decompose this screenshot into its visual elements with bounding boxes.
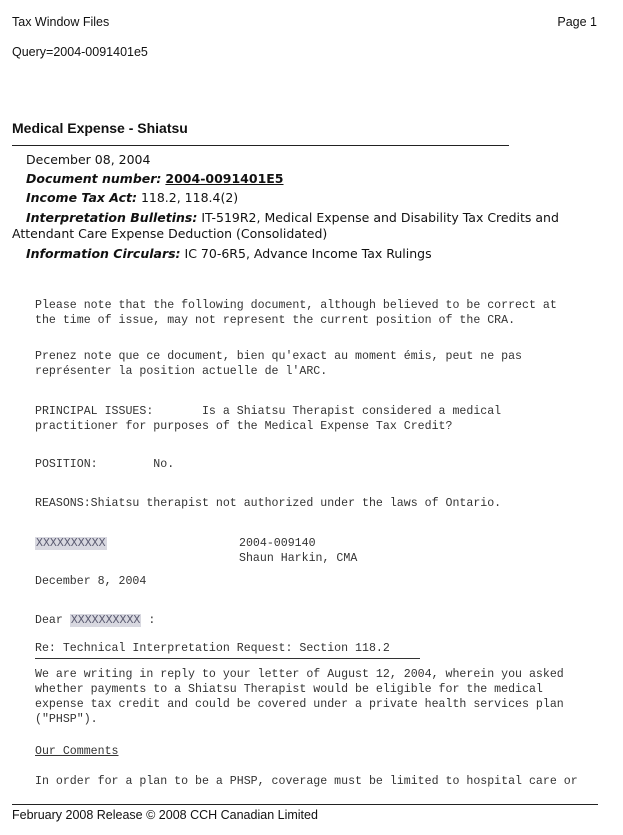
reasons-text: REASONS:Shiatsu therapist not authorized under the laws of Ontario. — [35, 497, 502, 510]
issues-line: practitioner for purposes of the Medical Expense Tax Credit? — [35, 420, 453, 433]
paragraph-line: expense tax credit and could be covered under a private health services plan — [35, 698, 564, 711]
bulletins-value: IT-519R2, Medical Expense and Disability Tax Credits and — [201, 210, 559, 225]
our-comments-heading: Our Comments — [35, 745, 119, 758]
salutation — [35, 613, 155, 628]
letter-date: December 8, 2004 — [35, 575, 147, 588]
footer-text: February 2008 Release © 2008 CCH Canadian Limited — [12, 808, 318, 822]
circulars-value: IC 70-6R5, Advance Income Tax Rulings — [184, 246, 432, 261]
income-tax-act — [26, 190, 238, 205]
disclaimer-en-line: the time of issue, may not represent the current position of the CRA. — [35, 314, 516, 327]
bulletins-label: Interpretation Bulletins: — [26, 210, 198, 225]
paragraph-line: ("PHSP"). — [35, 713, 98, 726]
title-divider — [12, 145, 509, 146]
doc-number-label: Document number: — [26, 171, 162, 186]
paragraph-reply — [35, 667, 564, 727]
document-title: Medical Expense - Shiatsu — [12, 120, 188, 136]
reference-block — [239, 536, 357, 566]
query-text: Query=2004-0091401e5 — [12, 45, 148, 59]
information-circulars — [26, 246, 432, 261]
redacted-block: XXXXXXXXXX — [36, 537, 106, 550]
act-value: 118.2, 118.4(2) — [140, 190, 239, 205]
document-date: December 08, 2004 — [26, 152, 151, 167]
disclaimer-french — [35, 349, 522, 379]
paragraph-comments: In order for a plan to be a PHSP, coverage must be limited to hospital care or — [35, 775, 578, 788]
interpretation-bulletins — [26, 210, 559, 225]
act-label: Income Tax Act: — [26, 190, 137, 205]
position-text: POSITION: No. — [35, 458, 175, 471]
disclaimer-english — [35, 298, 557, 328]
bulletins-value-continued: Attendant Care Expense Deduction (Consolidated) — [12, 226, 328, 241]
redacted-recipient — [35, 536, 107, 551]
disclaimer-fr-line: Prenez note que ce document, bien qu'exact au moment émis, peut ne pas — [35, 350, 523, 363]
dear-colon: : — [141, 614, 156, 627]
doc-number-link[interactable]: 2004-0091401E5 — [165, 171, 284, 186]
footer-divider — [12, 804, 598, 805]
dear-label: Dear — [35, 614, 63, 627]
app-title: Tax Window Files — [12, 15, 110, 29]
reference-author: Shaun Harkin, CMA — [239, 552, 358, 565]
reference-number: 2004-009140 — [239, 537, 316, 550]
paragraph-line: whether payments to a Shiatsu Therapist would be eligible for the medical — [35, 683, 543, 696]
disclaimer-en-line: Please note that the following document, although believed to be correct at — [35, 299, 557, 312]
subject-line: Re: Technical Interpretation Request: Section 118.2 — [35, 642, 390, 655]
redacted-block: XXXXXXXXXX — [70, 614, 141, 627]
disclaimer-fr-line: représenter la position actuelle de l'ARC. — [35, 365, 328, 378]
subject-divider — [35, 658, 420, 659]
document-number — [26, 171, 284, 186]
paragraph-line: We are writing in reply to your letter of August 12, 2004, wherein you asked — [35, 668, 564, 681]
circulars-label: Information Circulars: — [26, 246, 181, 261]
issues-line: PRINCIPAL ISSUES: Is a Shiatsu Therapist considered a medical — [35, 405, 502, 418]
page-number: Page 1 — [557, 15, 597, 29]
principal-issues — [35, 404, 501, 434]
